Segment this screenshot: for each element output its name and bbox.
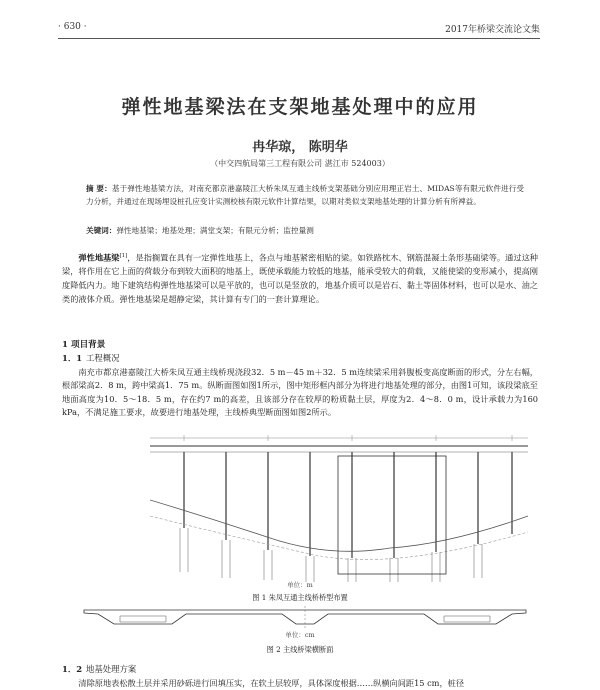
section-1-heading: 1 项目背景 bbox=[62, 340, 106, 350]
journal-name: 2017年桥梁交流论文集 bbox=[445, 25, 540, 35]
section-1-2-number: 1．2 bbox=[62, 664, 83, 674]
cut-off-paragraph: 清除原地表松散土层并采用砂砾进行回填压实，在软土层较厚，具体深度根据……纵横向间距15 cm，桩径 bbox=[78, 678, 465, 688]
dimension-ticks bbox=[150, 435, 528, 441]
abstract-label: 摘 要： bbox=[86, 184, 112, 193]
figure-2-unit: 单位：cm bbox=[285, 631, 315, 639]
intro-paragraph bbox=[62, 250, 538, 306]
treatment-zone-frame bbox=[338, 456, 446, 574]
affiliation: （中交四航局第三工程有限公司 湛江市 524003） bbox=[210, 159, 390, 168]
abstract bbox=[86, 182, 524, 208]
keywords-label: 关键词： bbox=[86, 226, 117, 235]
figure-2-cross-section bbox=[82, 606, 528, 628]
running-header bbox=[58, 22, 540, 39]
project-overview-paragraph: 南充市都京港嘉陵江大桥朱凤互通主线桥现浇段32．5 m－45 m＋32．5 m连续梁采用斜腹板变高度断面的形式，分左右幅，根部梁高2．8 m，跨中梁高1．75 m。纵断面图如图1所示，图中矩形框内部分为将进行地基处理的部分，由图1可知，该段梁底至地面高度为10．5～18．5 m，存在约7 m的高差，且该部分存在较厚的粉质黏土层，厚度为2．4～8．0 m，设计承载力为160 kPa，不满足施工要求，故要进行地基处理，主线桥典型断面图如图2所示。 bbox=[62, 367, 538, 418]
keywords-text: 弹性地基梁；地基处理；满堂支架；有限元分析；监控量测 bbox=[116, 226, 314, 235]
section-1-2-heading bbox=[62, 663, 136, 675]
keywords bbox=[86, 225, 524, 236]
section-1-1-title: 工程概况 bbox=[86, 353, 120, 363]
section-1-1-number: 1．1 bbox=[62, 353, 83, 363]
page-number: · 630 · bbox=[58, 22, 87, 32]
section-1-1-heading bbox=[62, 352, 120, 364]
intro-ref: [1] bbox=[119, 253, 128, 259]
section-1-2-title: 地基处理方案 bbox=[86, 664, 137, 674]
soil-layer-line bbox=[150, 516, 528, 560]
figure-1-caption: 图 1 朱凤互通主线桥桥型布置 bbox=[252, 593, 348, 602]
intro-term: 弹性地基梁 bbox=[78, 252, 120, 263]
figure-2-caption: 图 2 主线桥梁横断面 bbox=[266, 645, 334, 654]
authors: 冉华琼， 陈明华 bbox=[252, 140, 348, 155]
figure-1-bridge-elevation bbox=[150, 432, 530, 584]
figure-1-unit: 单位：m bbox=[287, 581, 313, 589]
intro-text: ，是指搁置在具有一定弹性地基上，各点与地基紧密相贴的梁。如铁路枕木、钢筋混凝土条形基础梁等。通过这种梁，将作用在它上面的荷载分布到较大面积的地基上，既使承载能力较低的地基，能承受较大的荷载，又能使梁的变形减小，提高刚度降低内力。地下建筑结构弹性地基梁可以是平放的，也可以是竖放的，地基介质可以是岩石、黏土等固体材料，也可以是水、油之类的液体介质。弹性地基梁是超静定梁，其计算有专门的一套计算理论。 bbox=[62, 252, 538, 304]
pier-group bbox=[184, 452, 512, 558]
ground-line bbox=[150, 500, 528, 551]
abstract-text: 基于弹性地基梁方法，对南充都京港嘉陵江大桥朱凤互通主线桥支架基础分别应用理正岩土、MIDAS等有限元软件进行受力分析，并通过在现场埋设桩孔应变计实测校核有限元软件计算结果，以期对类似支架地基处理的计算分析有所裨益。 bbox=[86, 184, 524, 206]
paper-title: 弹性地基梁法在支架地基处理中的应用 bbox=[121, 96, 479, 118]
